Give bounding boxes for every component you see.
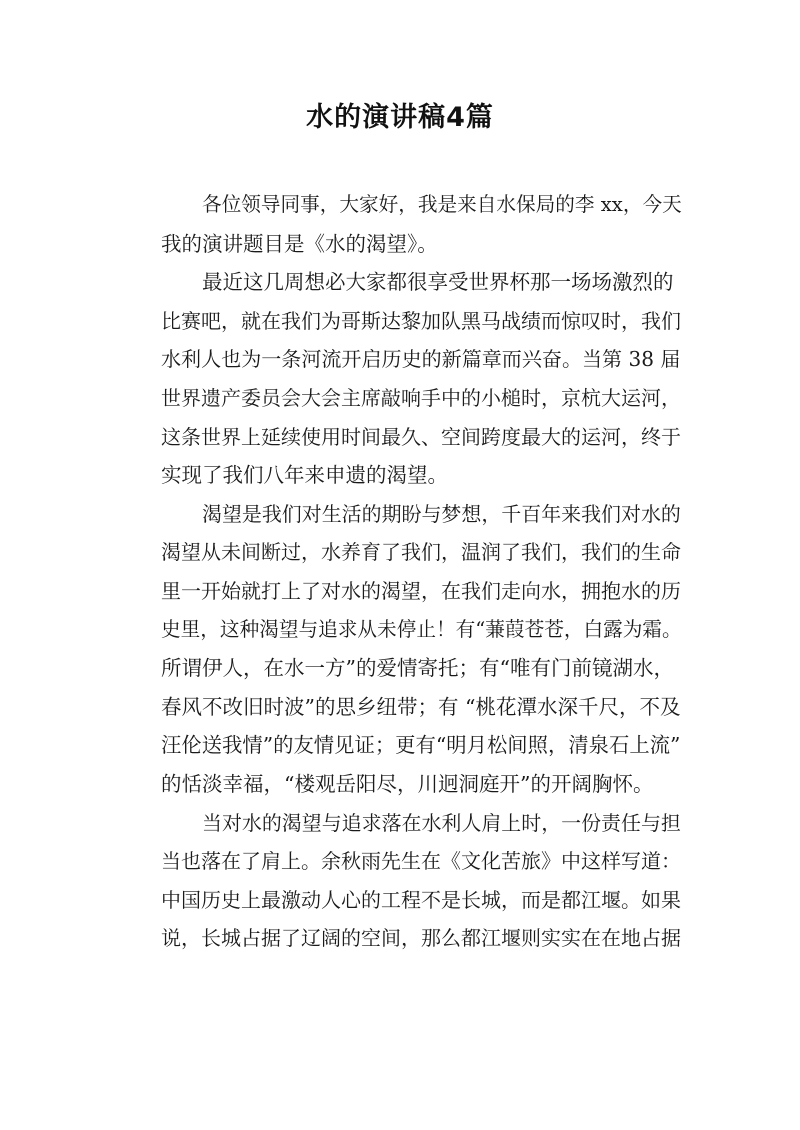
text-line: 汪伦送我情”的友情见证；更有“明月松间照，清泉石上流” xyxy=(161,733,681,758)
text-line: 说，长城占据了辽阔的空间，那么都江堰则实实在在地占据 xyxy=(161,926,681,951)
text-line: 的恬淡幸福，“楼观岳阳尽，川迥洞庭开”的开阔胸怀。 xyxy=(161,771,654,796)
text-line: 世界遗产委员会大会主席敲响手中的小槌时，京杭大运河， xyxy=(161,385,681,410)
text-line: 当也落在了肩上。余秋雨先生在《文化苦旅》中这样写道： xyxy=(161,849,681,874)
text-line: 渴望是我们对生活的期盼与梦想，千百年来我们对水的 xyxy=(202,501,681,526)
paragraph xyxy=(120,804,680,958)
text-line: 水利人也为一条河流开启历史的新篇章而兴奋。当第 38 届 xyxy=(161,347,681,372)
text-line: 渴望从未间断过，水养育了我们，温润了我们，我们的生命 xyxy=(161,540,681,565)
text-line: 实现了我们八年来申遗的渴望。 xyxy=(161,463,448,488)
document-body xyxy=(120,186,680,958)
text-line: 这条世界上延续使用时间最久、空间跨度最大的运河，终于 xyxy=(161,424,681,449)
text-line: 史里，这种渴望与追求从未停止！有“蒹葭苍苍，白露为霜。 xyxy=(161,617,682,641)
paragraph xyxy=(120,186,680,263)
text-line: 最近这几周想必大家都很享受世界杯那一场场激烈的 xyxy=(202,270,674,295)
text-line: 春风不改旧时波”的思乡纽带；有 “桃花潭水深千尺，不及 xyxy=(161,694,681,719)
text-line: 所谓伊人，在水一方”的爱情寄托；有“唯有门前镜湖水， xyxy=(161,656,674,681)
paragraph xyxy=(120,495,680,804)
text-line: 我的演讲题目是《水的渴望》。 xyxy=(161,231,438,256)
text-line: 当对水的渴望与追求落在水利人肩上时，一份责任与担 xyxy=(202,810,681,835)
text-line: 各位领导同事，大家好，我是来自水保局的李 xx，今天 xyxy=(202,193,682,216)
paragraph xyxy=(120,263,680,495)
document-title: 水的演讲稿4篇 xyxy=(306,102,494,133)
text-line: 中国历史上最激动人心的工程不是长城，而是都江堰。如果 xyxy=(161,887,681,912)
text-line: 里一开始就打上了对水的渴望，在我们走向水，拥抱水的历 xyxy=(161,578,681,603)
text-line: 比赛吧，就在我们为哥斯达黎加队黑马战绩而惊叹时，我们 xyxy=(161,308,681,333)
